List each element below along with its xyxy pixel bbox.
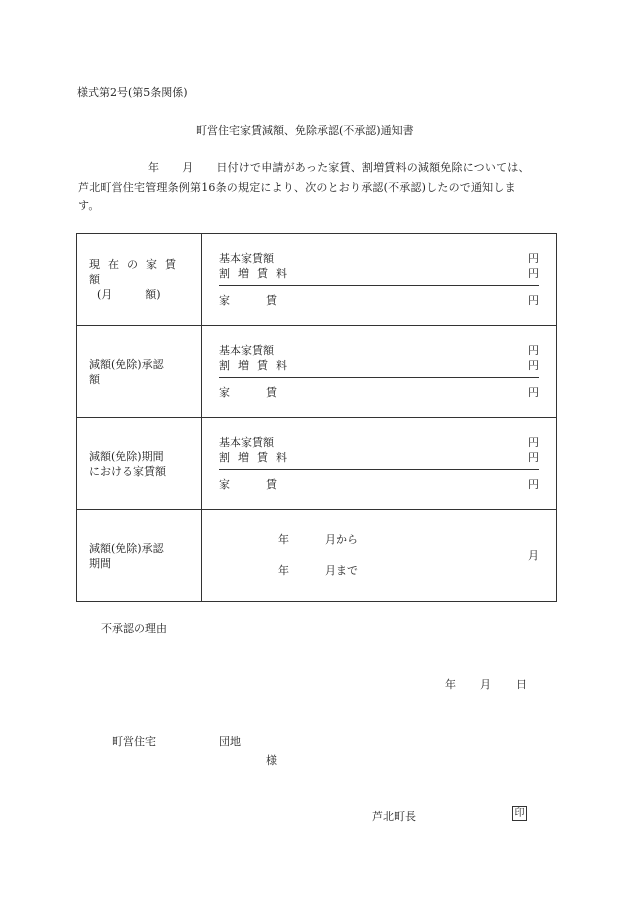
form-number: 様式第2号(第5条関係) [77,86,188,99]
row-label-line1: 現在の家賃額 [89,258,184,286]
yen-unit: 円 [528,294,539,307]
issue-date [445,676,527,692]
yen-unit: 円 [528,386,539,399]
table-row-approval-period [77,510,557,602]
period-detail [202,510,556,601]
amount-detail [202,418,556,509]
yen-unit: 円 [528,451,539,464]
danchi-label: 団地 [219,735,241,748]
amount-detail [202,234,556,325]
intro-line-2: 芦北町営住宅管理条例第16条の規定により、次のとおり承認(不承認)したので通知しま [78,181,516,194]
amount-detail [202,326,556,417]
rent-label: 家賃 [219,294,313,307]
rent-table [76,233,557,602]
row-label [77,234,202,326]
yen-unit: 円 [528,344,539,357]
basic-rent-label: 基本家賃額 [219,344,274,357]
yen-unit: 円 [528,436,539,449]
basic-rent-label: 基本家賃額 [219,252,274,265]
intro-year: 年 [148,161,160,174]
yen-unit: 円 [528,359,539,372]
yen-unit: 円 [528,267,539,280]
basic-rent-label: 基本家賃額 [219,436,274,449]
rent-label: 家賃 [219,386,313,399]
surcharge-label: 割増賃料 [219,359,295,372]
intro-text: 日付けで申請があった家賃、割増賃料の減額免除については、 [216,161,530,174]
date-year: 年 [445,678,456,691]
row-label-line1: 減額(免除)承認 [89,541,164,555]
period-from-year: 年 [278,533,289,546]
rejection-reason-label: 不承認の理由 [101,622,167,635]
table-row-approved-amount [77,326,557,418]
row-label-line1: 減額(免除)期間 [89,449,164,463]
period-months: 月 [528,549,539,562]
document-title: 町営住宅家賃減額、免除承認(不承認)通知書 [196,124,414,137]
table-row-period-rent [77,418,557,510]
row-label-line2: (月 額) [97,288,161,301]
intro-month: 月 [182,161,194,174]
issuer-mayor: 芦北町長 [372,810,416,823]
row-label [77,418,202,510]
yen-unit: 円 [528,478,539,491]
yen-unit: 円 [528,252,539,265]
row-label [77,326,202,418]
rent-label: 家賃 [219,478,313,491]
intro-line-1 [78,159,530,175]
row-label [77,510,202,602]
housing-label: 町営住宅 [112,735,156,748]
surcharge-label: 割増賃料 [219,451,295,464]
row-label-line2: における家賃額 [89,464,166,478]
divider [219,469,539,470]
divider [219,285,539,286]
period-to-year: 年 [278,564,289,577]
honorific-sama: 様 [266,754,277,767]
intro-line-3: す。 [78,199,100,212]
date-day: 日 [516,678,527,691]
surcharge-label: 割増賃料 [219,267,295,280]
period-to-month: 月まで [325,564,358,577]
row-label-line2: 額 [89,372,100,386]
seal-mark: 印 [512,806,527,821]
period-from-month: 月から [325,533,358,546]
divider [219,377,539,378]
date-month: 月 [480,678,491,691]
row-label-line2: 期間 [89,556,111,570]
table-row-current-rent [77,234,557,326]
row-label-line1: 減額(免除)承認 [89,357,164,371]
